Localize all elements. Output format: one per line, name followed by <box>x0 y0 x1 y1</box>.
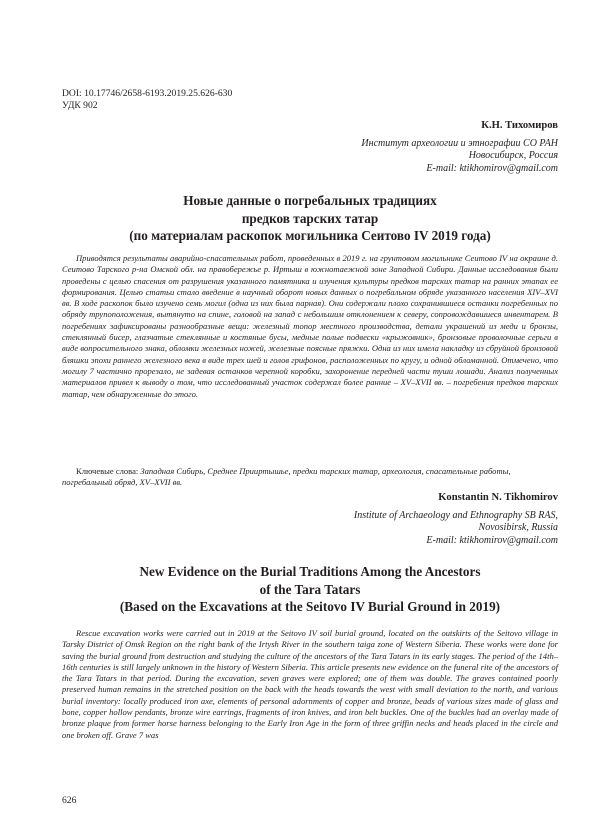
affiliation-ru-2: Новосибирск, Россия <box>468 150 558 161</box>
author-block-ru <box>361 120 558 175</box>
email-en: E-mail: ktikhomirov@gmail.com <box>426 534 558 546</box>
title-ru-line-3: (по материалам раскопок могильника Сеитово IV 2019 года) <box>129 228 491 243</box>
title-en-line-1: New Evidence on the Burial Traditions Among the Ancestors <box>139 564 481 579</box>
affiliation-en-1: Institute of Archaeology and Ethnography SB RAS, <box>353 509 558 521</box>
abstract-ru: Приводятся результаты аварийно-спасательных работ, проведенных в 2019 г. на грунтовом могильнике Сеитово IV на окраине д. Сеитово Тарского р-на Омской обл. на правобережье р. Иртыш в южнотаежной зоне Западной Сибири. Данные исследования были проведены с целью спасения от разрушения указанного памятника и изучения культуры предков тарских татар на ранних этапах ее формирования. Целью статьи стало введение в научный оборот новых данных о погребальном обряде указанного населения XIV–XVI вв. В ходе раскопок было изучено семь могил (одна из них была парная). Они содержали плохо сохранившиеся останки погребенных по обряду трупоположения, вытянуто на спине, головой на запад с небольшим отклонением к северу, сопровождавшиеся инвентарем. В погребениях зафиксированы разнообразные вещи: железный топор местного производства, детали украшений из меди и бронзы, стеклянный бисер, глазчатые стеклянные и костяные бусы, медные полые подвески «крыжовник», бронзовые проволочные серьги в виде вопросительного знака, обломки железных ножей, железные поясные пряжки. Одна из них имела накладку из сбруйной бронзовой бляшки эпохи раннего железного века в виде трех шей и голов грифонов, расположенных по кругу, и одной обломанной. Отмечено, что могилу 7 частично прорезало, не задевая останков черепной коробки, захоронение передней части туши лошади. Анализ полученных материалов привел к выводу о том, что исследованный участок содержал более ранние – XV–XVII вв. – погребения предков тарских татар, чем обнаруженные до этого. <box>62 253 558 399</box>
keywords-label-ru: Ключевые слова: <box>76 466 139 476</box>
abstract-en: Rescue excavation works were carried out in 2019 at the Seitovo IV soil burial ground, located on the outskirts of the Seitovo village in Tarsky District of Omsk Region on the right bank of the Irtysh River in the southern taiga zone of Western Siberia. These works were done for saving the burial ground from destruction and studying the culture of the ancestors of the Tara Tatars in its early stages. The period of the 14th–16th centuries is still largely unknown in the history of Western Siberia. This article presents new evidence on the funeral rite of the ancestors of the Tara Tatars in that period. During the excavation, seven graves were explored; one of them was double. The graves contained poorly preserved human remains in the stretched position on the back with the heads towards the west with small deviation to the north, and various burial inventory: locally produced iron axe, elements of personal adornments of copper and bronze, beads of various sizes made of glass and bone, copper hollow pendants, bronze wire earrings, fragments of iron knives, and iron belt buckles. One of the buckles had an overlay made of bronze plaque from former horse harness belonging to the Early Iron Age in the form of three griffin necks and heads placed in the circle and one broken off. Grave 7 was <box>62 628 558 740</box>
title-en-line-2: of the Tara Tatars <box>259 581 361 597</box>
author-name-ru: К.Н. Тихомиров <box>481 120 558 131</box>
affiliation-en-2: Novosibirsk, Russia <box>478 522 558 533</box>
title-en-line-3: (Based on the Excavations at the Seitovo IV Burial Ground in 2019) <box>119 599 501 614</box>
author-name-en: Konstantin N. Tikhomirov <box>438 492 558 503</box>
keywords-list-ru: Западная Сибирь, Среднее Прииртышье, предки тарских татар, археология, спасательные работы, погребальный обряд, XV–XVII вв. <box>62 466 511 488</box>
title-ru-line-2: предков тарских татар <box>241 210 379 226</box>
page-number: 626 <box>62 795 77 806</box>
udc: УДК 902 <box>62 100 98 111</box>
keywords-ru <box>62 466 558 489</box>
title-ru-line-1: Новые данные о погребальных традициях <box>183 193 437 208</box>
title-ru <box>62 192 558 245</box>
author-block-en <box>354 492 558 547</box>
title-en <box>62 563 558 616</box>
doi: DOI: 10.17746/2658-6193.2019.25.626-630 <box>62 88 233 99</box>
affiliation-ru-1: Институт археологии и этнографии СО РАН <box>361 137 558 149</box>
email-ru: E-mail: ktikhomirov@gmail.com <box>426 162 558 174</box>
